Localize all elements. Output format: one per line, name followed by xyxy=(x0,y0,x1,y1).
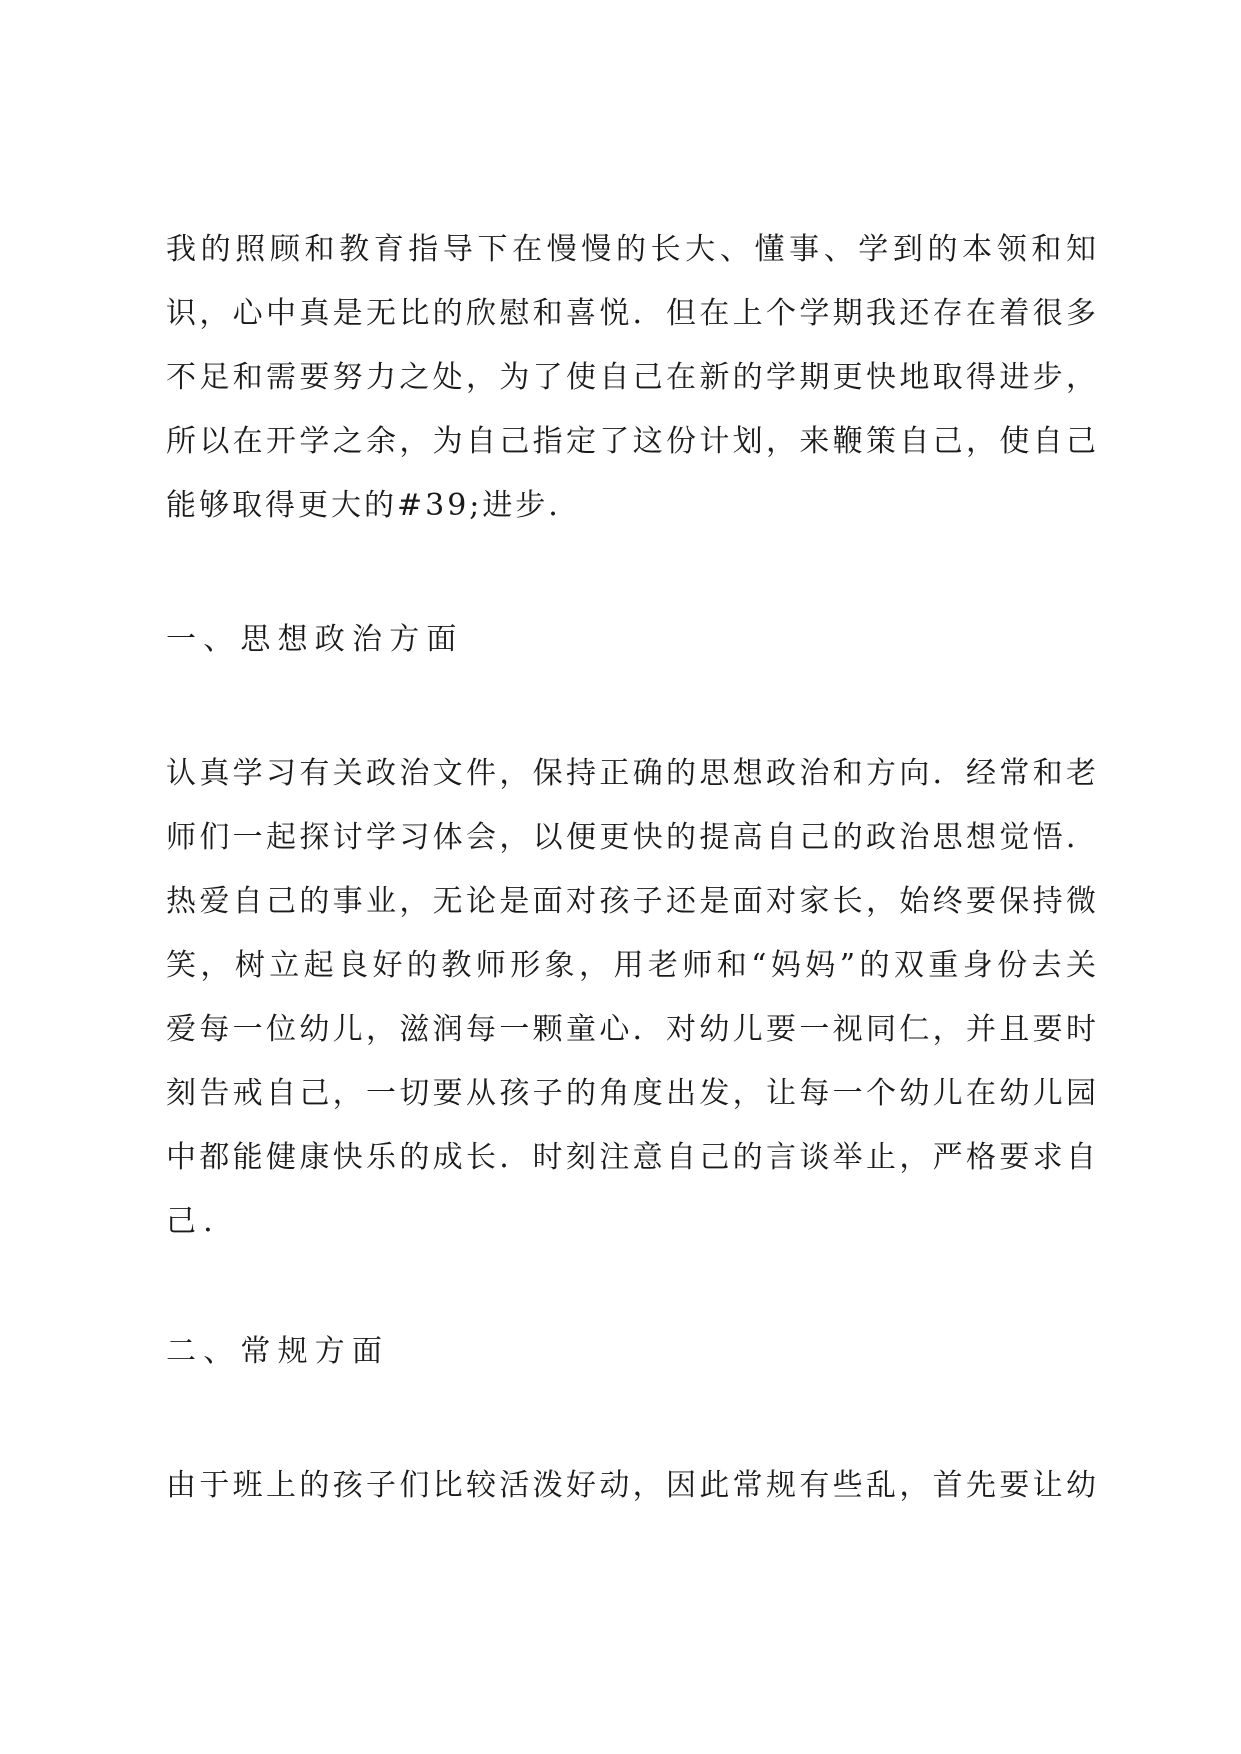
section-1-line-6: 刻告戒自己，一切要从孩子的角度出发，让每一个幼儿在幼儿园 xyxy=(166,1076,1096,1111)
section-1-heading: 一、思想政治方面 xyxy=(166,622,464,657)
section-1-line-1: 认真学习有关政治文件，保持正确的思想政治和方向．经常和老 xyxy=(166,756,1096,791)
section-2-heading: 二、常规方面 xyxy=(166,1334,390,1369)
intro-line-4: 所以在开学之余，为自己指定了这份计划，来鞭策自己，使自己 xyxy=(166,424,1096,459)
intro-line-5: 能够取得更大的#39;进步． xyxy=(166,488,582,523)
section-1-line-8: 己． xyxy=(166,1204,241,1239)
section-2-line-1: 由于班上的孩子们比较活泼好动，因此常规有些乱，首先要让幼 xyxy=(166,1468,1096,1503)
intro-line-1: 我的照顾和教育指导下在慢慢的长大、懂事、学到的本领和知 xyxy=(166,232,1096,267)
intro-line-2: 识，心中真是无比的欣慰和喜悦．但在上个学期我还存在着很多 xyxy=(166,296,1096,331)
section-1-line-2: 师们一起探讨学习体会，以便更快的提高自己的政治思想觉悟． xyxy=(166,820,1096,855)
intro-line-3: 不足和需要努力之处，为了使自己在新的学期更快地取得进步， xyxy=(166,360,1096,395)
section-1-line-5: 爱每一位幼儿，滋润每一颗童心．对幼儿要一视同仁，并且要时 xyxy=(166,1012,1096,1047)
section-1-line-3: 热爱自己的事业，无论是面对孩子还是面对家长，始终要保持微 xyxy=(166,884,1096,919)
section-1-line-7: 中都能健康快乐的成长．时刻注意自己的言谈举止，严格要求自 xyxy=(166,1140,1096,1175)
section-1-line-4: 笑，树立起良好的教师形象，用老师和“妈妈”的双重身份去关 xyxy=(166,948,1096,983)
